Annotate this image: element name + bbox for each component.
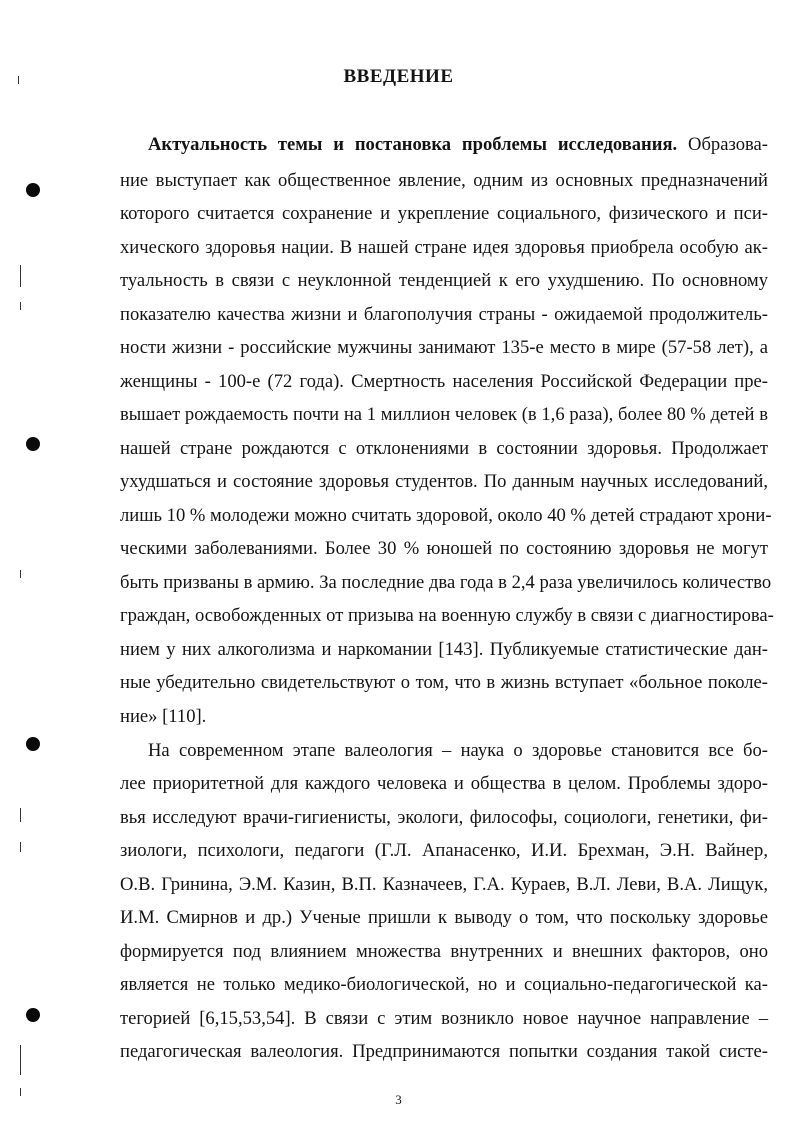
lead-bold-heading: Актуальность темы и постановка проблемы исследования. [148,134,678,155]
text-line: лее приоритетной для каждого человека и общества в целом. Проблемы здоро- [120,773,768,794]
text-line: формируется под влиянием множества внутренних и внешних факторов, оно [120,941,768,962]
text-line: показателю качества жизни и благополучия страны - ожидаемой продолжитель- [120,304,768,325]
scan-mark [20,302,21,310]
binder-hole-icon [26,1008,40,1022]
text-line [148,134,768,156]
text-line: ности жизни - российские мужчины занимают 135-е место в мире (57-58 лет), а [120,337,768,358]
scan-mark [20,1045,21,1075]
text-line: является не только медико-биологической, но и социально-педагогической ка- [120,974,768,995]
page-number: 3 [395,1092,402,1107]
scan-mark [20,842,21,852]
text-line: ние выступает как общественное явление, одним из основных предназначений [120,170,768,191]
text-line: ные убедительно свидетельствуют о том, что в жизнь вступает «больное поколе- [120,672,768,693]
text-line: граждан, освобожденных от призыва на военную службу в связи с диагностирова- [120,605,774,626]
scan-mark [20,570,21,578]
text-line: ухудшаться и состояние здоровья студентов. По данным научных исследований, [120,471,768,492]
text-line: тегорией [6,15,53,54]. В связи с этим возникло новое научное направление – [120,1008,768,1029]
text-line: И.М. Смирнов и др.) Ученые пришли к выводу о том, что поскольку здоровье [120,907,768,928]
text-line: туальность в связи с неуклонной тенденцией к его ухудшению. По основному [120,270,768,291]
scan-mark [18,76,19,84]
page-title: ВВЕДЕНИЕ [343,66,454,87]
text-line: вья исследуют врачи-гигиенисты, экологи, философы, социологи, генетики, фи- [120,807,768,828]
text-line: педагогическая валеология. Предпринимаются попытки создания такой систе- [120,1041,768,1062]
binder-hole-icon [26,737,40,751]
text-line: вышает рождаемость почти на 1 миллион человек (в 1,6 раза), более 80 % детей в [120,404,768,425]
binder-hole-icon [26,183,40,197]
text-line: лишь 10 % молодежи можно считать здоровой, около 40 % детей страдают хрони- [120,505,772,526]
scan-mark [20,808,21,822]
scan-mark [20,265,21,287]
text-line: ние» [110]. [120,706,207,727]
text-line: нием у них алкоголизма и наркомании [143]. Публикуемые статистические дан- [120,639,768,660]
text-line: ческими заболеваниями. Более 30 % юношей по состоянию здоровья не могут [120,538,768,559]
text-line: быть призваны в армию. За последние два года в 2,4 раза увеличилось количество [120,572,772,593]
scan-mark [20,1088,21,1096]
text-line: зиологи, психологи, педагоги (Г.Л. Апанасенко, И.И. Брехман, Э.Н. Вайнер, [120,840,768,861]
text-line: хического здоровья нации. В нашей стране идея здоровья приобрела особую ак- [120,237,768,258]
binder-hole-icon [26,437,40,451]
text-line: женщины - 100-е (72 года). Смертность населения Российской Федерации пре- [120,371,768,392]
text-line: О.В. Гринина, Э.М. Казин, В.П. Казначеев, Г.А. Кураев, В.Л. Леви, В.А. Лищук, [120,874,768,895]
text-line: нашей стране рождаются с отклонениями в состоянии здоровья. Продолжает [120,438,768,459]
text-line-content: Образова- [677,134,768,155]
text-line: которого считается сохранение и укрепление социального, физического и пси- [120,203,768,224]
text-line: На современном этапе валеология – наука о здоровье становится все бо- [148,740,768,761]
